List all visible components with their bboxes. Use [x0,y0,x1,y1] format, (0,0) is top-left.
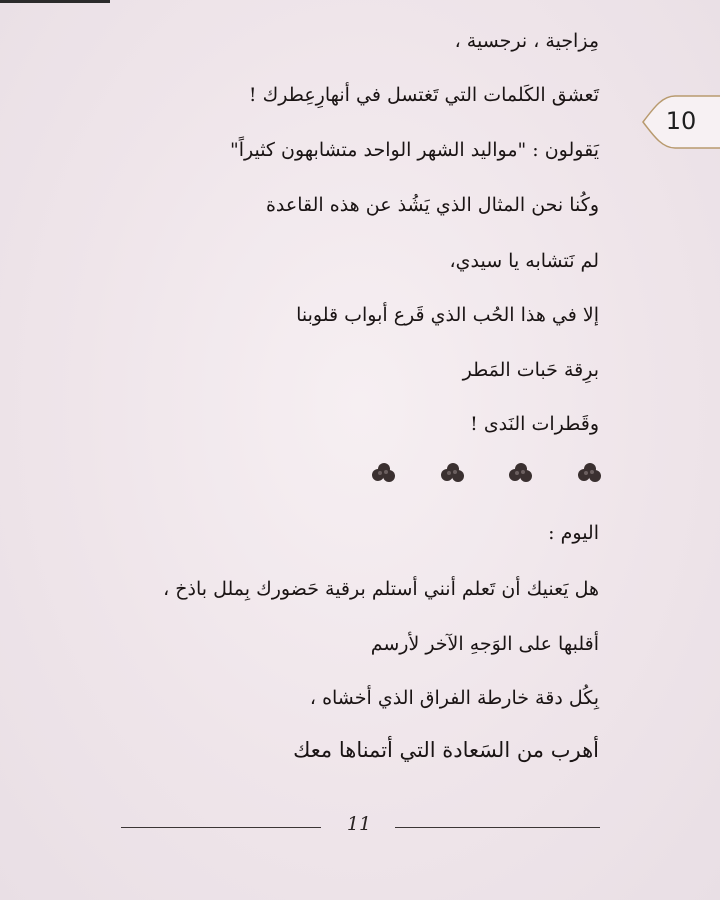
clover-ornament-icon [507,462,533,484]
text-line-2: تَعشق الكَلمات التي تَغتسل في أنهارِعِطرك ! [248,84,599,106]
text-line-5: لم نَتشابه يا سيدي، [449,250,599,272]
footer-rule-right [395,827,600,828]
clover-ornament-icon [576,462,602,484]
clover-ornament-icon [439,462,465,484]
page-number: 11 [346,813,372,835]
text-line-3: يَقولون : "مواليد الشهر الواحد متشابهون كثيراً" [229,139,599,161]
clover-ornament-icon [370,462,396,484]
text-line-8: وقَطرات النَدى ! [470,413,599,435]
text-line-10: هل يَعنيك أن تَعلم أنني أستلم برقية حَضورك بِملل باذخ ، [163,578,599,600]
text-line-4: وكُنا نحن المثال الذي يَشُذ عن هذه القاعدة [265,194,599,216]
text-line-13: أهرب من السَعادة التي أتمناها معك [293,738,599,762]
top-edge-strip [0,0,110,3]
text-line-9: اليوم : [548,522,599,544]
text-line-1: مِزاجية ، نرجسية ، [454,30,599,52]
footer-rule-left [121,827,321,828]
section-divider [370,462,602,484]
text-line-11: أقلبها على الوَجهِ الآخر لأرسم [370,633,599,655]
text-line-7: برِقة حَبات المَطر [462,359,599,381]
text-line-12: بِكُل دقة خارطة الفراق الذي أخشاه ، [309,687,599,709]
text-line-6: إلا في هذا الحُب الذي قَرع أبواب قلوبنا [296,304,599,326]
chapter-number: 10 [665,107,697,135]
